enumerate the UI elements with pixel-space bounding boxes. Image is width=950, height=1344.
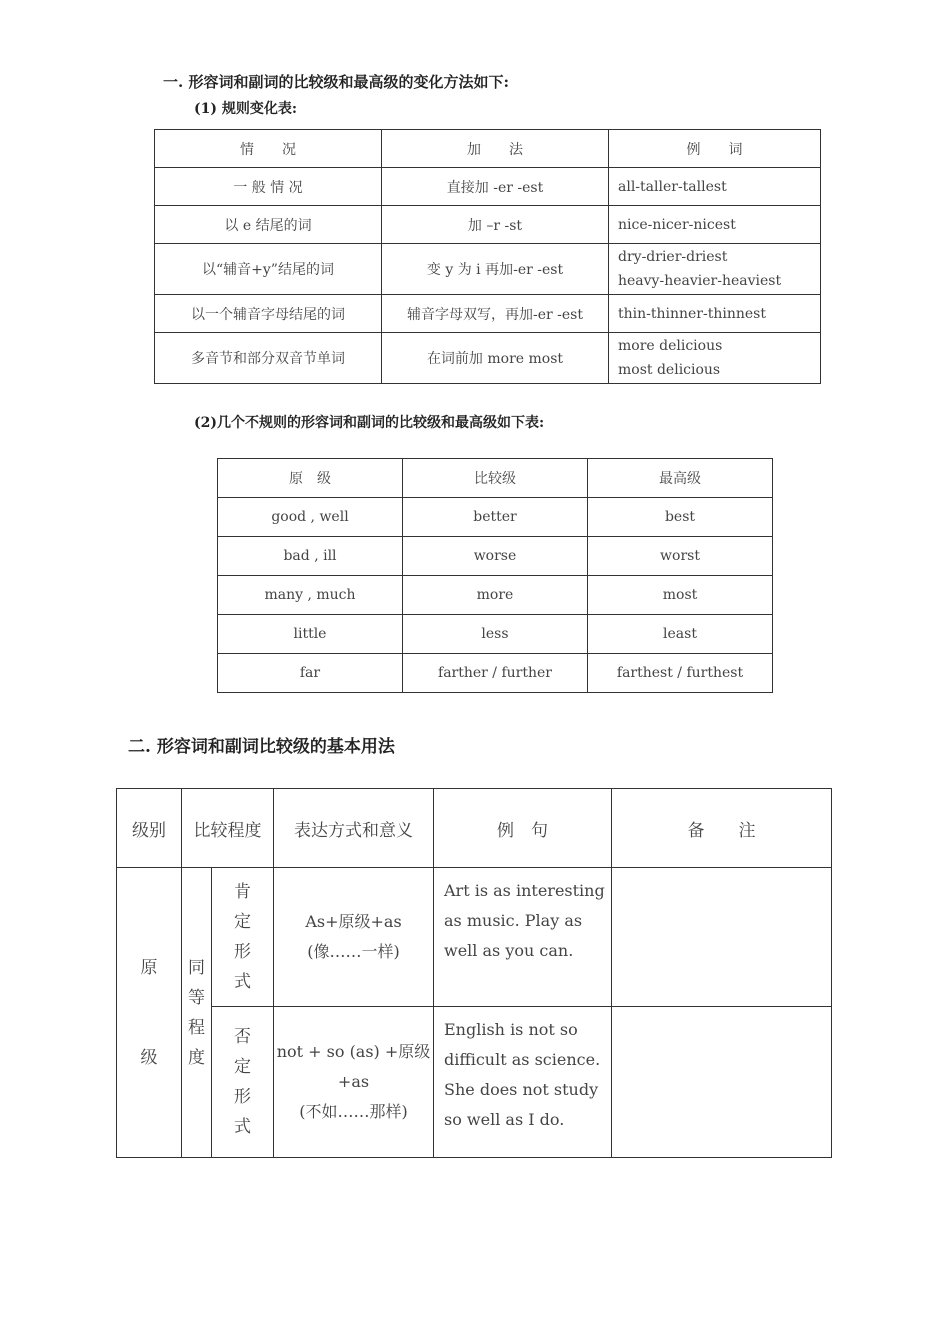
section2-title: 二. 形容词和副词比较级的基本用法 (128, 737, 395, 757)
form-cell (212, 1007, 274, 1158)
header-cell: 表达方式和意义 (274, 789, 434, 868)
example-cell (609, 333, 821, 384)
case-cell: 以一个辅音字母结尾的词 (155, 295, 382, 333)
header-cell: 例 句 (434, 789, 612, 868)
example-sentence-cell: Art is as interesting as music. Play as well as you can. (434, 868, 612, 1007)
expression-line: As+原级+as (305, 912, 402, 931)
method-cell: 加 –r -st (382, 206, 609, 244)
header-cell: 最高级 (588, 459, 773, 498)
comparative-cell: farther / further (403, 654, 588, 693)
table-row (117, 868, 832, 1007)
level-cell (117, 868, 182, 1158)
example-cell (609, 244, 821, 295)
superlative-cell: best (588, 498, 773, 537)
degree-char: 程 (188, 1017, 205, 1038)
comparative-usage-table (116, 788, 832, 1158)
degree-char: 同 (188, 957, 205, 978)
table-row (117, 1007, 832, 1158)
expression-cell (274, 868, 434, 1007)
table-row (218, 498, 773, 537)
positive-cell: bad , ill (218, 537, 403, 576)
degree-cell (182, 868, 212, 1158)
expression-line: not + so (as) +原级 +as (276, 1042, 431, 1091)
header-cell: 比较程度 (182, 789, 274, 868)
example-cell: nice-nicer-nicest (609, 206, 821, 244)
table-row (155, 244, 821, 295)
positive-cell: far (218, 654, 403, 693)
form-char: 形 (234, 942, 251, 962)
example-line: most delicious (618, 362, 721, 378)
header-cell: 比较级 (403, 459, 588, 498)
positive-cell: good , well (218, 498, 403, 537)
form-char: 肯 (234, 882, 251, 902)
comparative-cell: less (403, 615, 588, 654)
comparative-cell: better (403, 498, 588, 537)
method-cell: 直接加 -er -est (382, 168, 609, 206)
regular-changes-table (154, 129, 821, 384)
case-cell: 以 e 结尾的词 (155, 206, 382, 244)
note-cell (612, 1007, 832, 1158)
case-cell: 一 般 情 况 (155, 168, 382, 206)
expression-line: (不如……那样) (299, 1102, 408, 1121)
degree-char: 等 (188, 987, 205, 1008)
form-char: 式 (234, 972, 251, 992)
case-cell: 以“辅音+y”结尾的词 (155, 244, 382, 295)
superlative-cell: farthest / furthest (588, 654, 773, 693)
table-row (155, 295, 821, 333)
table-row (218, 615, 773, 654)
header-cell: 情 况 (155, 130, 382, 168)
method-cell: 辅音字母双写，再加-er -est (382, 295, 609, 333)
example-line: more delicious (618, 338, 723, 354)
form-char: 式 (234, 1117, 251, 1137)
example-cell: all-taller-tallest (609, 168, 821, 206)
table-header-row (117, 789, 832, 868)
regular-changes-subtitle: (1) 规则变化表: (194, 101, 298, 117)
level-char: 级 (140, 1047, 158, 1068)
expression-cell (274, 1007, 434, 1158)
expression-line: (像……一样) (307, 942, 400, 961)
table-header-row (155, 130, 821, 168)
comparative-cell: more (403, 576, 588, 615)
header-cell: 加 法 (382, 130, 609, 168)
table-row (155, 333, 821, 384)
table-header-row (218, 459, 773, 498)
superlative-cell: most (588, 576, 773, 615)
superlative-cell: least (588, 615, 773, 654)
table-row (218, 654, 773, 693)
irregular-forms-subtitle: (2)几个不规则的形容词和副词的比较级和最高级如下表: (194, 415, 545, 431)
positive-cell: many , much (218, 576, 403, 615)
form-char: 否 (234, 1027, 251, 1047)
case-cell: 多音节和部分双音节单词 (155, 333, 382, 384)
level-char: 原 (140, 957, 158, 978)
superlative-cell: worst (588, 537, 773, 576)
table-row (218, 537, 773, 576)
form-char: 定 (234, 1057, 251, 1077)
method-cell: 变 y 为 i 再加-er -est (382, 244, 609, 295)
irregular-forms-table (217, 458, 773, 693)
comparative-cell: worse (403, 537, 588, 576)
header-cell: 原 级 (218, 459, 403, 498)
section1-title: 一. 形容词和副词的比较级和最高级的变化方法如下: (163, 73, 509, 91)
method-cell: 在词前加 more most (382, 333, 609, 384)
degree-char: 度 (188, 1047, 205, 1068)
form-char: 定 (234, 912, 251, 932)
example-line: dry-drier-driest (618, 249, 728, 265)
positive-cell: little (218, 615, 403, 654)
note-cell (612, 868, 832, 1007)
header-cell: 级别 (117, 789, 182, 868)
form-cell (212, 868, 274, 1007)
example-line: heavy-heavier-heaviest (618, 273, 782, 289)
header-cell: 例 词 (609, 130, 821, 168)
table-row (218, 576, 773, 615)
header-cell: 备 注 (612, 789, 832, 868)
form-char: 形 (234, 1087, 251, 1107)
example-sentence-cell: English is not so difficult as science. She does not study so well as I do. (434, 1007, 612, 1158)
example-cell: thin-thinner-thinnest (609, 295, 821, 333)
table-row (155, 168, 821, 206)
table-row (155, 206, 821, 244)
